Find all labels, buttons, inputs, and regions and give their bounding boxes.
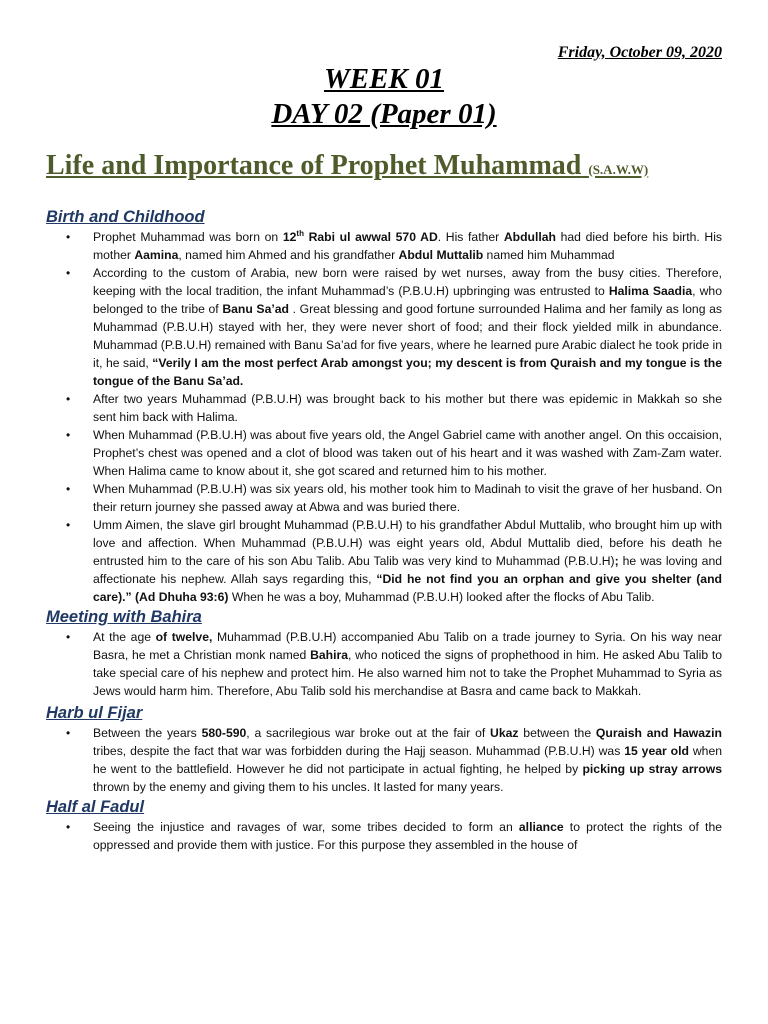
list-item: • At the age of twelve, Muhammad (P.B.U.H) accompanied Abu Talib on a trade journey to Syria. On his way near Basra, he met a Christian monk named Bahira, who noticed the signs of prophethood in him. He asked Abu Talib to take special care of his nephew and protect him. He also warned him not to take the Prophet Muhammad to Syria as Jews would harm him. Therefore, Abu Talib sold his merchandise at Basra and came back to Makkah.: [66, 630, 723, 698]
section-heading-bahira: Meeting with Bahira: [46, 608, 202, 626]
list-item: • Prophet Muhammad was born on 12th Rabi ul awwal 570 AD. His father Abdullah had died before his birth. His mother Aamina, named him Ahmed and his grandfather Abdul Muttalib named him Muhammad: [66, 228, 723, 262]
bullet-icon: •: [66, 518, 71, 532]
bullet-icon: •: [66, 428, 71, 442]
page-title-suffix: (S.A.W.W): [588, 162, 649, 177]
list-item: • Seeing the injustice and ravages of war, some tribes decided to form an alliance to protect the rights of the oppressed and provide them with justice. For this purpose they assembled in the house of: [66, 820, 722, 852]
bullet-icon: •: [66, 726, 71, 740]
day-heading: DAY 02 (Paper 01): [271, 98, 497, 130]
fijar-list: [46, 724, 722, 796]
page-title: [46, 148, 648, 188]
section-heading-fadul: Half al Fadul: [46, 798, 145, 816]
document-content: [46, 206, 722, 854]
fadul-list: [46, 818, 722, 854]
list-item: • When Muhammad (P.B.U.H) was six years old, his mother took him to Madinah to visit the grave of her husband. On their return journey she passed away at Abwa and was buried there.: [66, 482, 722, 514]
bullet-icon: •: [66, 230, 71, 244]
list-item: • Between the years 580-590, a sacrilegious war broke out at the fair of Ukaz between the Quraish and Hawazin tribes, despite the fact that war was forbidden during the Hajj season. Muhammad (P.B.U.H) was 15 year old when he went to the battlefield. However he did not participate in actual fighting, he helped by picking up stray arrows thrown by the enemy and giving them to his uncles. It lasted for many years.: [66, 726, 723, 794]
document-date: Friday, October 09, 2020: [557, 44, 722, 61]
bullet-icon: •: [66, 266, 71, 280]
bahira-list: [46, 628, 722, 700]
bullet-icon: •: [66, 482, 71, 496]
week-heading: WEEK 01: [323, 63, 445, 95]
bullet-icon: •: [66, 820, 71, 834]
list-item: • According to the custom of Arabia, new born were raised by wet nurses, away from the busy cities. Therefore, keeping with the local tradition, the infant Muhammad’s (P.B.U.H) upbringing was entrusted to Halima Saadia, who belonged to the tribe of Banu Sa’ad . Great blessing and good fortune surrounded Halima and her family as long as Muhammad (P.B.U.H) stayed with her, they were never short of food; and their flock yielded milk in abundance. Muhammad (P.B.U.H) remained with Banu Sa’ad for five years, where he learned pure Arabic dialect he took pride in it, he said, “Verily I am the most perfect Arab amongst you; my descent is from Quraish and my tongue is the tongue of the Banu Sa’ad.: [66, 266, 722, 388]
page-title-text: Life and Importance of Prophet Muhammad: [46, 150, 582, 181]
list-item: • Umm Aimen, the slave girl brought Muhammad (P.B.U.H) to his grandfather Abdul Muttalib, who brought him up with love and affection. When Muhammad (P.B.U.H) was eight years old, Abdul Muttalib died, before his death he entrusted him to the care of his son Abu Talib. Abu Talib was very kind to Muhammad (P.B.U.H); he was loving and affectionate his nephew. Allah says regarding this, “Did he not find you an orphan and give you shelter (and care).” (Ad Dhuha 93:6) When he was a boy, Muhammad (P.B.U.H) looked after the flocks of Abu Talib.: [66, 518, 723, 604]
list-item: • When Muhammad (P.B.U.H) was about five years old, the Angel Gabriel came with another angel. On this occaision, Prophet’s chest was opened and a clot of blood was taken out of his heart and it was washed with Zam-Zam water. When Halima came to know about it, she got scared and returned him to his mother.: [66, 428, 722, 478]
section-heading-fijar: Harb ul Fijar: [46, 704, 143, 722]
list-item: • After two years Muhammad (P.B.U.H) was brought back to his mother but there was epidemic in Makkah so she sent him back with Halima.: [66, 392, 722, 424]
section-heading-birth: Birth and Childhood: [46, 208, 205, 226]
birth-list: [46, 228, 722, 606]
bullet-icon: •: [66, 630, 71, 644]
bullet-icon: •: [66, 392, 71, 406]
